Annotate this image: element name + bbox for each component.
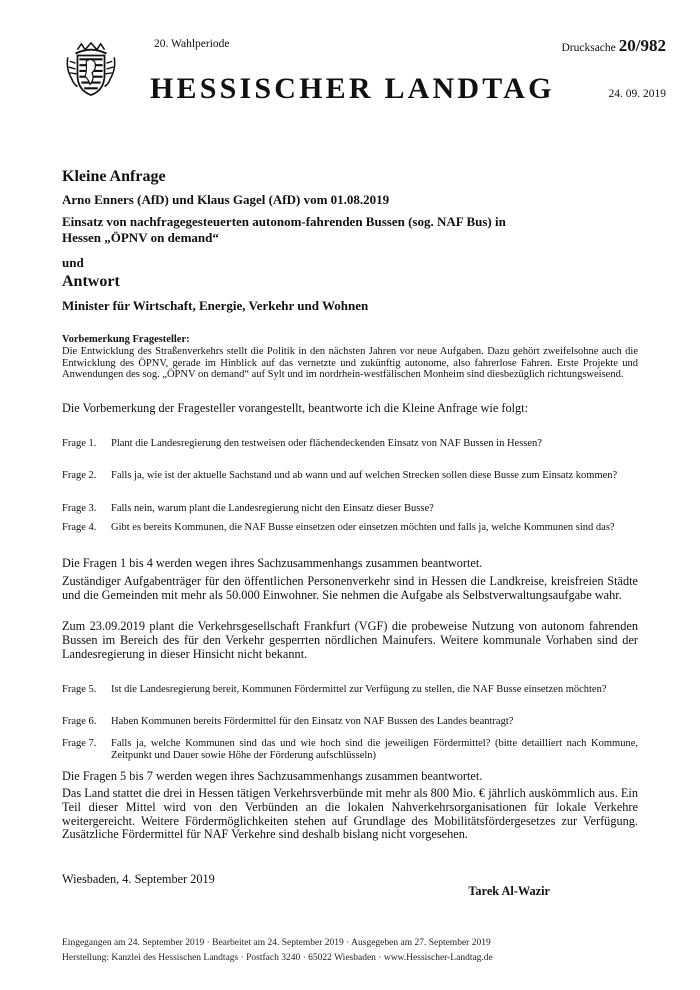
- question-5: [62, 684, 638, 696]
- und-label: und: [62, 255, 84, 270]
- drucksache-number: [561, 36, 666, 56]
- question-label: Frage 1.: [62, 438, 97, 449]
- parliament-title: HESSISCHER LANDTAG: [150, 72, 555, 105]
- question-text: Haben Kommunen bereits Fördermittel für den Einsatz von NAF Bussen des Landes beantragt?: [111, 716, 514, 727]
- antwort-label: Antwort: [62, 273, 120, 290]
- answer-1-paragraph-2: Zum 23.09.2019 plant die Verkehrsgesellschaft Frankfurt (VGF) die probeweise Nutzung von autonom fahrenden Bussen im Bereich des für den Verkehr gesperrten nördlichen Mainufers. Weitere kommunale Vorhaben sind der Landesregierung in dieser Hinsicht nicht bekannt.: [62, 619, 638, 661]
- question-text: Falls nein, warum plant die Landesregierung nicht den Einsatz dieser Busse?: [111, 503, 434, 514]
- question-3: [62, 503, 638, 515]
- answer-2-intro: Die Fragen 5 bis 7 werden wegen ihres Sachzusammenhangs zusammen beantwortet.: [62, 769, 483, 783]
- question-text: Falls ja, welche Kommunen sind das und wie hoch sind die jeweiligen Fördermittel? (bitte detailliert nach Kommune, Zeitpunkt und Dauer sowie Höhe der Förderung aufschlüsseln): [111, 738, 638, 761]
- question-4: [62, 522, 638, 534]
- drucksache-label: Drucksache: [561, 42, 616, 54]
- answer-1-intro: Die Fragen 1 bis 4 werden wegen ihres Sachzusammenhangs zusammen beantwortet.: [62, 556, 483, 570]
- question-label: Frage 7.: [62, 738, 97, 749]
- question-7: [62, 738, 638, 761]
- drucksache-value: 20/982: [618, 36, 666, 55]
- question-text: Falls ja, wie ist der aktuelle Sachstand und ab wann und auf welchen Strecken sollen diese Busse zum Einsatz kommen?: [111, 470, 618, 481]
- question-6: [62, 716, 638, 728]
- question-1: [62, 438, 638, 450]
- signature-name: Tarek Al-Wazir: [468, 884, 550, 898]
- question-label: Frage 6.: [62, 716, 97, 727]
- document-date: 24. 09. 2019: [608, 88, 666, 100]
- document-type: Kleine Anfrage: [62, 168, 166, 185]
- subject: Einsatz von nachfragegesteuerten autonom-fahrenden Bussen (sog. NAF Bus) in Hessen „ÖPNV on demand“: [62, 214, 506, 245]
- question-text: Plant die Landesregierung den testweisen oder flächendeckenden Einsatz von NAF Bussen in Hessen?: [111, 438, 542, 449]
- hessen-coat-of-arms-icon: [62, 40, 120, 98]
- authors: Arno Enners (AfD) und Klaus Gagel (AfD) vom 01.08.2019: [62, 192, 390, 207]
- question-label: Frage 3.: [62, 503, 97, 514]
- question-label: Frage 4.: [62, 522, 97, 533]
- heading-block: [62, 168, 532, 314]
- answer-2-paragraph-1: Das Land stattet die drei in Hessen tätigen Verkehrsverbünde mit mehr als 800 Mio. € jährlich auskömmlich aus. Ein Teil dieser Mittel wird von den Verbünden an die lokalen Nahverkehrsorganisationen für lokale Verkehre weitergereicht. Weitere Fördermöglichkeiten stehen auf Grundlage des Mobilitätsfördergesetzes zur Verfügung. Zusätzliche Fördermittel für NAF Verkehre sind deshalb bislang nicht vorgesehen.: [62, 786, 638, 842]
- place-date: Wiesbaden, 4. September 2019: [62, 872, 215, 886]
- question-text: Gibt es bereits Kommunen, die NAF Busse einsetzen oder einsetzen möchten und falls ja, welche Kommunen sind das?: [111, 522, 615, 533]
- footer-imprint: Herstellung: Kanzlei des Hessischen Landtags · Postfach 3240 · 65022 Wiesbaden · www.Hessischer-Landtag.de: [62, 953, 493, 963]
- vorbemerkung: [62, 334, 638, 381]
- vorbemerkung-title: Vorbemerkung Fragesteller:: [62, 334, 190, 345]
- vorbemerkung-text: Die Entwicklung des Straßenverkehrs stellt die Politik in den nächsten Jahren vor neue Aufgaben. Dazu gehört zweifelsohne auch die Entwicklung des ÖPNV, gerade im Hinblick auf das vernetzte und zukünftig autonome, also fahrerlose Fahren. Erste Projekte und Anwendungen des sog. „ÖPNV on demand“ auf Sylt und im nordrhein-westfälischen Monheim sind diesbezüglich richtungsweisend.: [62, 346, 638, 381]
- minister: Minister für Wirtschaft, Energie, Verkehr und Wohnen: [62, 298, 369, 313]
- question-label: Frage 5.: [62, 684, 97, 695]
- footer-dates: Eingegangen am 24. September 2019 · Bearbeitet am 24. September 2019 · Ausgegeben am 27. September 2019: [62, 938, 491, 948]
- intro-text: Die Vorbemerkung der Fragesteller vorangestellt, beantworte ich die Kleine Anfrage wie folgt:: [62, 401, 528, 415]
- question-label: Frage 2.: [62, 470, 97, 481]
- wahlperiode: 20. Wahlperiode: [154, 38, 230, 50]
- question-2: [62, 470, 638, 482]
- question-text: Ist die Landesregierung bereit, Kommunen Fördermittel zur Verfügung zu stellen, die NAF Busse einsetzen möchten?: [111, 684, 607, 695]
- answer-1-paragraph-1: Zuständiger Aufgabenträger für den öffentlichen Personenverkehr sind in Hessen die Landkreise, kreisfreien Städte und die Gemeinden mit mehr als 50.000 Einwohner. Sie nehmen die Aufgabe als Selbstverwaltungsaufgabe wahr.: [62, 574, 638, 602]
